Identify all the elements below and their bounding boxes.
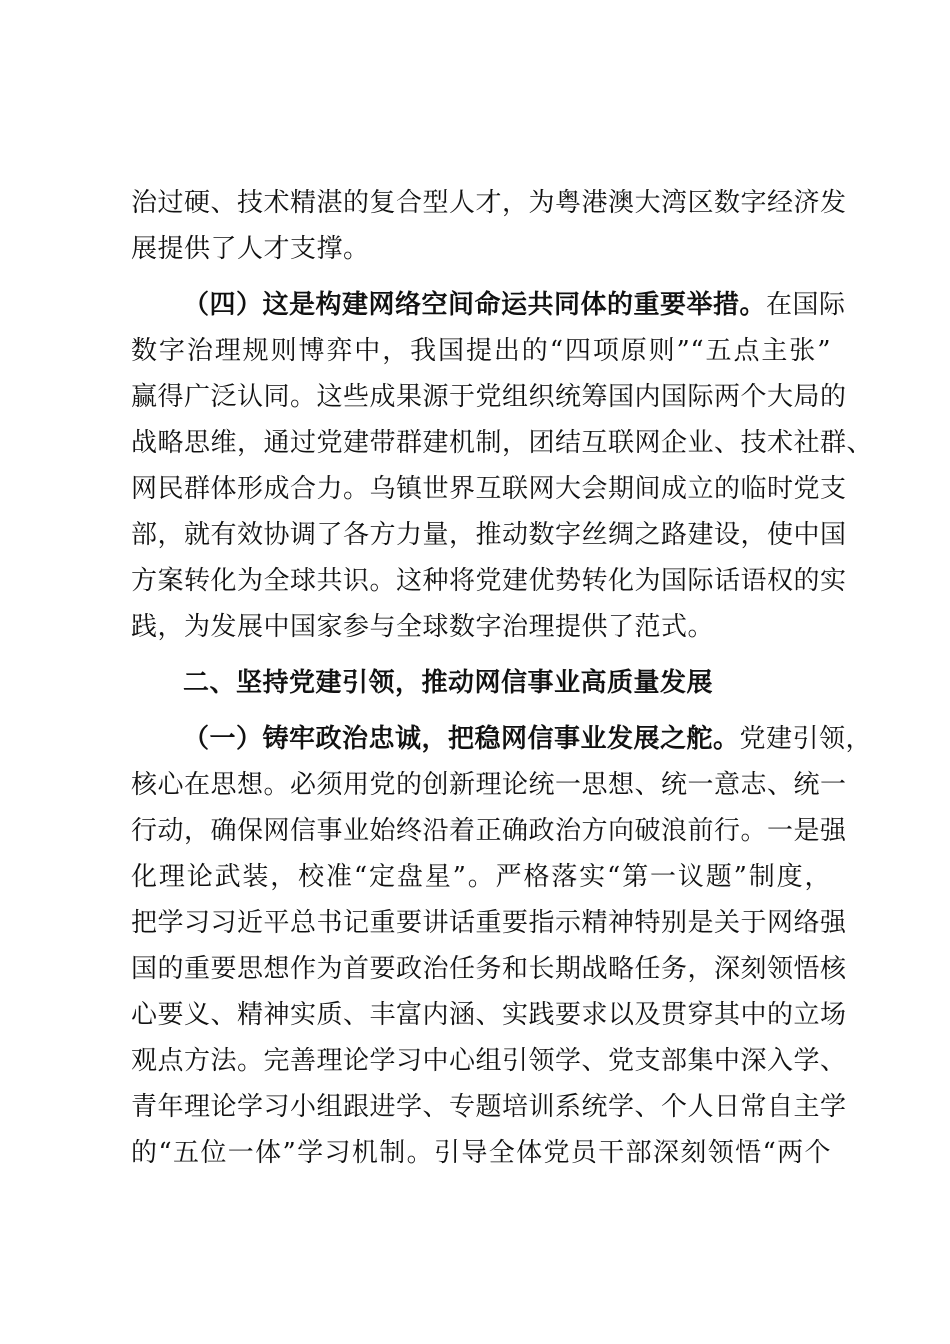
paragraph-first-line [183,282,846,328]
paragraph-line: 部，就有效协调了各方力量，推动数字丝绸之路建设，使中国 [131,520,847,550]
paragraph-line: 方案转化为全球共识。这种将党建优势转化为国际话语权的实 [131,566,847,596]
paragraph-line: 治过硬、技术精湛的复合型人才，为粤港澳大湾区数字经济发 [131,188,847,218]
paragraph-line: 核心在思想。必须用党的创新理论统一思想、统一意志、统一 [131,770,847,800]
subheading-1: （一）铸牢政治忠诚，把稳网信事业发展之舵。 [183,724,740,754]
paragraph-line: 数字治理规则博弈中，我国提出的“四项原则”“五点主张” [131,336,831,366]
paragraph-line: 青年理论学习小组跟进学、专题培训系统学、个人日常自主学 [131,1092,847,1122]
paragraph-line: 国的重要思想作为首要政治任务和长期战略任务，深刻领悟核 [131,954,847,984]
paragraph-line: 行动，确保网信事业始终沿着正确政治方向破浪前行。一是强 [131,816,847,846]
paragraph-line: 心要义、精神实质、丰富内涵、实践要求以及贯穿其中的立场 [131,1000,847,1030]
paragraph-line: 赢得广泛认同。这些成果源于党组织统筹国内国际两个大局的 [131,382,847,412]
paragraph-first-line [183,716,873,762]
paragraph-line: 观点方法。完善理论学习中心组引领学、党支部集中深入学、 [131,1046,847,1076]
paragraph-text: 党建引领， [739,724,873,754]
section-heading: 二、坚持党建引领，推动网信事业高质量发展 [183,668,714,698]
paragraph-line: 的“五位一体”学习机制。引导全体党员干部深刻领悟“两个 [131,1138,831,1168]
paragraph-line: 化理论武装，校准“定盘星”。严格落实“第一议题”制度， [131,862,831,892]
paragraph-line: 战略思维，通过党建带群建机制，团结互联网企业、技术社群、 [131,428,874,458]
paragraph-line: 把学习习近平总书记重要讲话重要指示精神特别是关于网络强 [131,908,847,938]
paragraph-line: 网民群体形成合力。乌镇世界互联网大会期间成立的临时党支 [131,474,847,504]
subheading-4: （四）这是构建网络空间命运共同体的重要举措。 [183,290,767,320]
paragraph-line: 践，为发展中国家参与全球数字治理提供了范式。 [131,612,715,642]
paragraph-line: 展提供了人才支撑。 [131,234,370,264]
paragraph-text: 在国际 [766,290,846,320]
